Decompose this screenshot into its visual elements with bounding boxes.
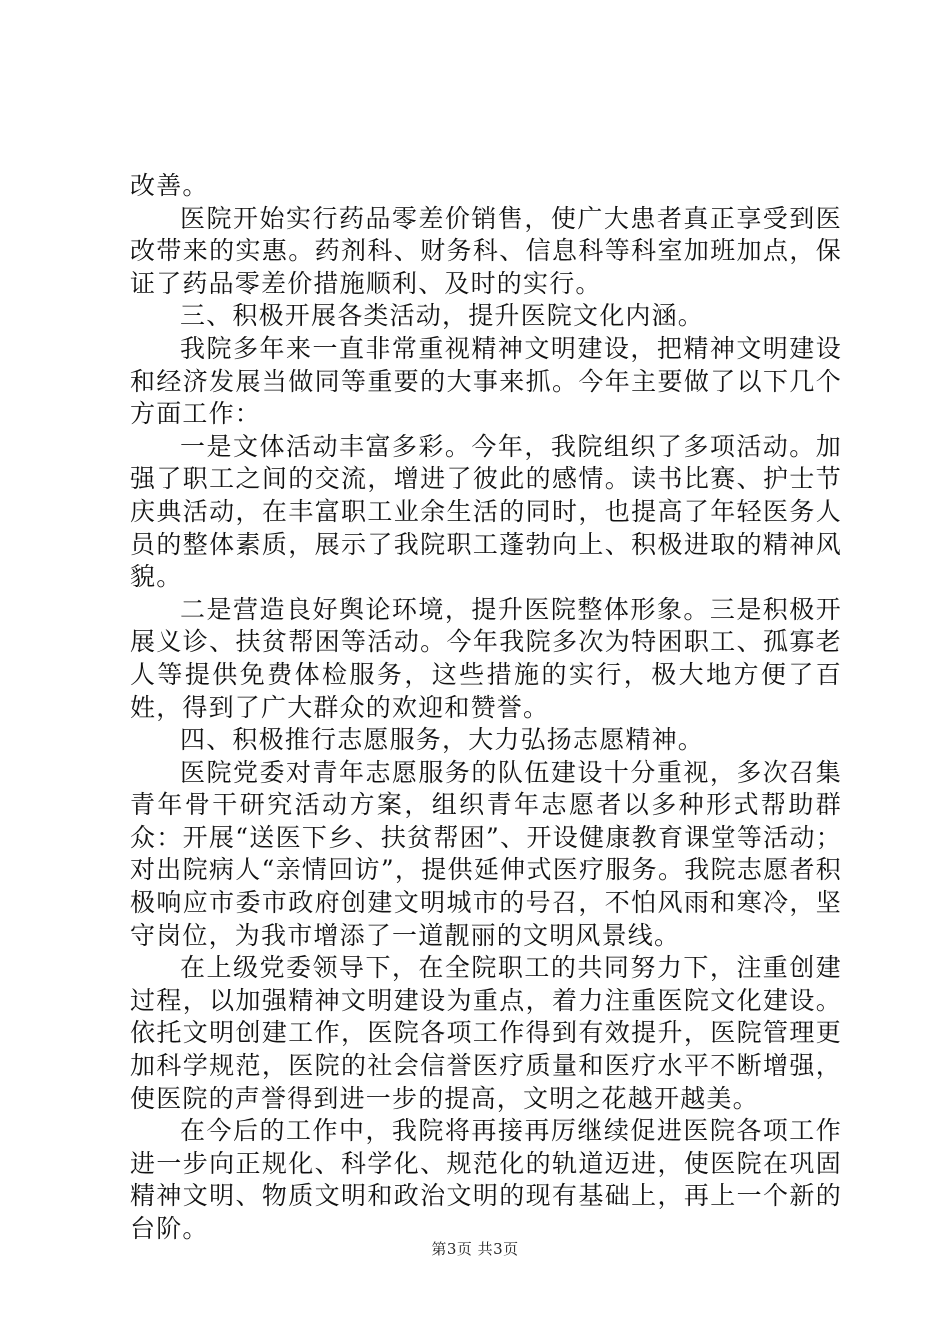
paragraph-5: 一是文体活动丰富多彩。今年，我院组织了多项活动。加强了职工之间的交流，增进了彼此的感情。读书比赛、护士节庆典活动，在丰富职工业余生活的同时，也提高了年轻医务人员的整体素质，展示了我院职工蓬勃向上、积极进取的精神风貌。	[130, 431, 842, 592]
paragraph-10: 在今后的工作中，我院将再接再厉继续促进医院各项工作进一步向正规化、科学化、规范化的轨道迈进，使医院在巩固精神文明、物质文明和政治文明的现有基础上，再上一个新的台阶。	[130, 1116, 842, 1243]
paragraph-9: 在上级党委领导下，在全院职工的共同努力下，注重创建过程，以加强精神文明建设为重点，着力注重医院文化建设。依托文明创建工作，医院各项工作得到有效提升，医院管理更加科学规范，医院的社会信誉医疗质量和医疗水平不断增强，使医院的声誉得到进一步的提高，文明之花越开越美。	[130, 953, 842, 1113]
document-body	[130, 170, 842, 1246]
paragraph-4: 我院多年来一直非常重视精神文明建设，把精神文明建设和经济发展当做同等重要的大事来抓。今年主要做了以下几个方面工作：	[130, 333, 842, 429]
paragraph-1: 改善。	[130, 171, 209, 200]
paragraph-8: 医院党委对青年志愿服务的队伍建设十分重视，多次召集青年骨干研究活动方案，组织青年志愿者以多种形式帮助群众：开展“送医下乡、扶贫帮困”、开设健康教育课堂等活动；对出院病人“亲情回访”，提供延伸式医疗服务。我院志愿者积极响应市委市政府创建文明城市的号召，不怕风雨和寒冷，坚守岗位，为我市增添了一道靓丽的文明风景线。	[130, 757, 842, 950]
section-heading-3: 三、积极开展各类活动，提升医院文化内涵。	[180, 301, 705, 331]
paragraph-2: 医院开始实行药品零差价销售，使广大患者真正享受到医改带来的实惠。药剂科、财务科、信息科等科室加班加点，保证了药品零差价措施顺利、及时的实行。	[130, 203, 842, 298]
paragraph-6: 二是营造良好舆论环境，提升医院整体形象。三是积极开展义诊、扶贫帮困等活动。今年我院多次为特困职工、孤寡老人等提供免费体检服务，这些措施的实行，极大地方便了百姓，得到了广大群众的欢迎和赞誉。	[130, 594, 842, 722]
section-heading-4: 四、积极推行志愿服务，大力弘扬志愿精神。	[180, 725, 705, 755]
page-number-footer: 第3页 共3页	[431, 1240, 519, 1258]
